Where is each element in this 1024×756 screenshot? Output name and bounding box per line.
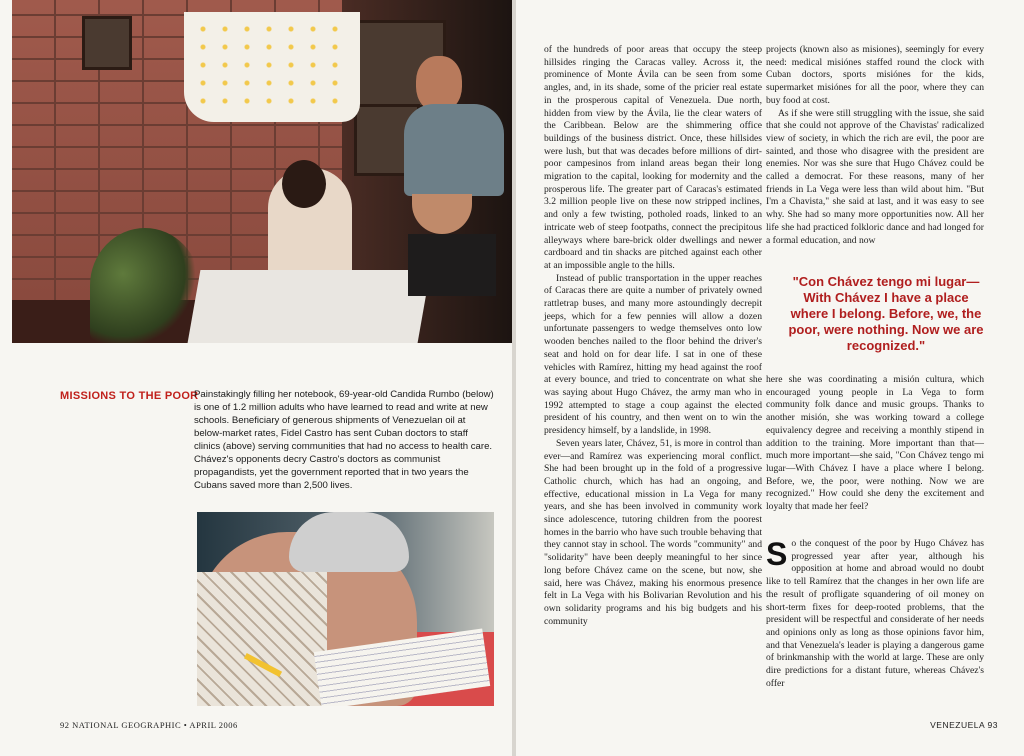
pull-quote: "Con Chávez tengo mi lugar— With Chávez I have a place where I belong. Before, we, the poor, were nothing. Now we are recognized." bbox=[788, 274, 984, 353]
folio-right: VENEZUELA 93 bbox=[930, 720, 998, 730]
text-column-1 bbox=[544, 44, 762, 628]
caption-text: Painstakingly filling her notebook, 69-year-old Candida Rumbo (below) is one of 1.2 million adults who have learned to read and write at new schools. Beneficiary of generous shipments of Venezuelan oil at below-market rates, Fidel Castro has sent Cuban doctors to staff clinics (above) serving communities that had no access to health care. Chávez's opponents decry Castro's doctors as communist propagandists, yet the government reported that in two years the Cubans saved more than 2,500 lives. bbox=[194, 389, 494, 491]
folio-left: 92 NATIONAL GEOGRAPHIC • APRIL 2006 bbox=[60, 720, 238, 730]
reading-woman-photo bbox=[197, 512, 494, 706]
text-column-2 bbox=[766, 44, 984, 247]
curtain bbox=[184, 12, 360, 122]
doctor-figure bbox=[268, 168, 352, 280]
paragraph: Instead of public transportation in the upper reaches of Caracas there are quite a number of privately owned rattletrap buses, and many more astoundingly decrepit jeeps, which for a few pennies will allow a dozen unfortunate passengers to wedge themselves onto low wooden benches nailed to the floor behind the driver's seat and hold on for dear life. I sat in one of these vehicles with Ramírez, hitting my head against the roof at every bounce, and tried to concentrate on what she was saying about Hugo Chávez, the army man who in 1992 attempted to stage a coup against the elected president of his country, and then went on to win the presidency himself, by a landslide, in 1998. bbox=[544, 272, 762, 437]
paragraph: projects (known also as misiones), seemingly for every need: medical misiónes staffed round the clock with Cuban doctors, sports misiónes for the kids, supermarket misiónes for all the poor, where they can buy food at cost. bbox=[766, 44, 984, 106]
paragraph: Seven years later, Chávez, 51, is more in control than ever—and Ramírez was experiencing moral conflict. She had been brought up in the fold of a progressive Catholic church, which has had an ongoing, and effective, educational mission in La Vega for many years, and she has been involved in community work since adolescence, tutoring children from the poorest homes in the barrio who have such trouble behaving that they cannot stay in school. The words "community" and "solidarity" have been deeply meaningful to her since long before Chávez came on the scene, but now, she said, here was Chávez, making his enormous presence felt in La Vega with his Bolivarian Revolution and his own solidarity programs and his big budgets and his community bbox=[544, 437, 762, 627]
paragraph: here she was coordinating a misión cultura, which encouraged young people in La Vega to form community folk dance and music groups. Thanks to another misión, she was working toward a college equivalency degree and receiving a monthly stipend in addition to the training. More important than that—much more important—she said, "Con Chávez tengo mi lugar—With Chávez I have a place where I belong. Before, we, the poor, were nothing. Now we are recognized." How could she deny the excitement and loyalty that made her feel? bbox=[766, 374, 984, 513]
plant bbox=[90, 228, 200, 343]
patient-figure bbox=[404, 56, 504, 296]
paragraph: o the conquest of the poor by Hugo Chávez has progressed year after year, although his opposition at home and abroad would no doubt like to tell Ramírez that the changes in her own life are the result of profligate squandering of oil money on short-term fixes for deep-rooted problems, that the president will be respectful and considerate of her needs and opinions only as long as those opinions favor him, and that Venezuela's leader is playing a dangerous game of brinkmanship with the world at large. These are only dire predictions for a distant future, whereas Chávez's offer bbox=[766, 538, 984, 689]
clinic-photo bbox=[12, 0, 512, 343]
paragraph: As if she were still struggling with the issue, she said that she could not approve of the Chavistas' radicalized view of society, in which the rich are evil, the poor are sainted, and those who disagree with the president are enemies. Nor was she sure that Hugo Chávez could be called a democrat. For these reasons, many of her friends in La Vega were less than wild about him. "But I'm a Chavista," she said at last, and it was easy to see why. She had so many more opportunities now. All her life she had practiced folkloric dance and had longed for a formal education, and now bbox=[766, 107, 984, 246]
portrait-frame bbox=[82, 16, 132, 70]
caption-title: MISSIONS TO THE POOR bbox=[60, 390, 199, 402]
desk bbox=[188, 270, 431, 343]
text-column-2-dropcap-section bbox=[766, 538, 984, 690]
text-column-2-continued bbox=[766, 374, 984, 514]
drop-cap: S bbox=[766, 536, 788, 572]
paragraph: of the hundreds of poor areas that occupy the steep hillsides ringing the Caracas valley. Across it, the prominence of Monte Ávila can be seen from some angles, and, in its shade, some of the pricier real estate in the prosperous capital of Venezuela. Due north, hidden from view by the Ávila, lie the clear waters of the Caribbean. Below are the shimmering office buildings of the business district. Once, these hillsides were lush, but that was decades before millions of dirt-poor campesinos from inland areas began their long migration to the capital, looking for modernity and the prosperous life. The greater part of Caracas's estimated 3.2 million people live on these now stripped inclines, and only a few twisting, potholed roads, linked to an intricate web of steep footpaths, connect the precipitous alleyways where bare-brick older dwellings and newer cardboard and tin shacks are pitched against each other at an impossible angle to the hills. bbox=[544, 44, 762, 271]
right-page bbox=[516, 0, 1024, 756]
